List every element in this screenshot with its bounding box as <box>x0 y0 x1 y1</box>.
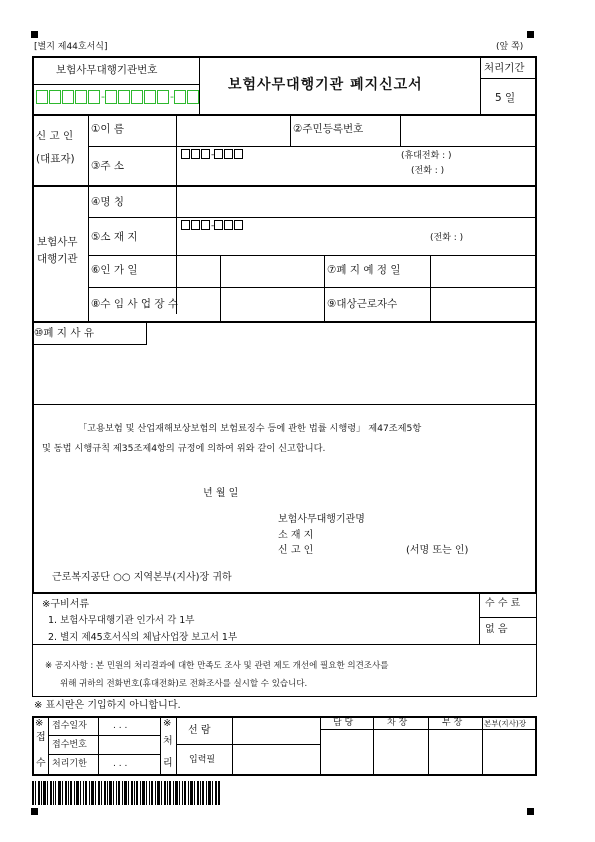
attachments-title: ※구비서류 <box>42 599 90 610</box>
target-workers-field[interactable] <box>432 289 533 319</box>
receipt-no-label: 접수번호 <box>52 740 87 750</box>
mid-mark-3: 리 <box>163 758 173 769</box>
agency-section-label: 보험사무 <box>37 236 78 248</box>
left-mark-3: 수 <box>36 758 46 769</box>
mid-mark-2: 처 <box>163 736 173 747</box>
deadline-label: 처리기한 <box>52 759 87 769</box>
location-postcode[interactable]: - <box>181 220 244 231</box>
commissioned-count-field[interactable] <box>221 289 322 319</box>
left-mark-2: 접 <box>36 732 46 743</box>
agency-section-sub: 대행기관 <box>37 253 78 265</box>
input-label: 입력필 <box>189 755 216 765</box>
reporter-mobile: (휴대전화 : ) <box>401 151 452 161</box>
form-number: [별지 제44호서식] <box>34 42 108 52</box>
registration-mark-bottom-left <box>31 808 38 815</box>
review-label: 선 람 <box>188 725 211 736</box>
deadline-dots: . . . <box>113 759 128 769</box>
role-deputy: 차 장 <box>387 718 408 728</box>
receipt-date-label: 접수일자 <box>52 721 87 731</box>
commissioned-count-label: ⑧수 임 사 업 장 수 <box>91 298 178 310</box>
fee-label: 수 수 료 <box>485 598 521 609</box>
frame-right <box>535 56 537 594</box>
registration-mark-top-left <box>31 31 38 38</box>
agency-phone: (전화 : ) <box>430 233 464 243</box>
role-staff: 담 당 <box>333 718 354 728</box>
declaration-line-2: 및 동법 시행규칙 제35조제4항의 규정에 의하여 위와 같이 신고합니다. <box>42 443 326 454</box>
reporter-phone: (전화 : ) <box>411 166 445 176</box>
role-head: 본부(지사)장 <box>484 719 527 728</box>
planned-close-label: ⑦폐 지 예 정 일 <box>327 264 401 276</box>
signature-agency-label: 보험사무대행기관명 <box>278 514 365 525</box>
agency-number-boxes[interactable]: - - <box>36 90 200 104</box>
date-line: 년 월 일 <box>203 488 239 499</box>
reason-label: ⑩폐 지 사 유 <box>34 327 94 339</box>
addressee: 근로복지공단 ○○ 지역본부(지사)장 귀하 <box>52 572 232 583</box>
role-manager: 부 장 <box>442 718 463 728</box>
rrn-field[interactable] <box>402 116 533 144</box>
receipt-date-dots: . . . <box>113 721 128 731</box>
processing-period-value: 5 일 <box>495 92 516 104</box>
office-use-note: ※ 표시란은 기입하지 아니합니다. <box>34 700 181 711</box>
signature-location-label: 소 재 지 <box>278 530 314 541</box>
address-label: ③주 소 <box>91 160 125 172</box>
location-label: ⑤소 재 지 <box>91 231 138 243</box>
org-name-label: ④명 칭 <box>91 196 125 208</box>
agency-number-label: 보험사무대행기관번호 <box>56 64 158 76</box>
planned-close-field[interactable] <box>432 257 533 285</box>
name-field[interactable] <box>178 116 288 144</box>
signature-note: (서명 또는 인) <box>406 545 469 556</box>
signature-reporter-label: 신 고 인 <box>278 545 314 556</box>
target-workers-label: ⑨대상근로자수 <box>327 298 398 310</box>
notice-line-1: ※ 공지사항 : 본 민원의 처리결과에 대한 만족도 조사 및 관련 제도 개선에 필요한 의견조사를 <box>45 661 389 671</box>
approval-date-field[interactable] <box>221 257 322 285</box>
org-name-field[interactable] <box>178 187 533 215</box>
barcode-image <box>32 781 220 805</box>
registration-mark-bottom-right <box>527 808 534 815</box>
name-label: ①이 름 <box>91 123 125 135</box>
attachment-item-1: 1. 보험사무대행기관 인가서 각 1부 <box>48 615 195 626</box>
attachment-item-2: 2. 별지 제45호서식의 체납사업장 보고서 1부 <box>48 632 238 643</box>
rrn-label: ②주민등록번호 <box>293 123 364 135</box>
declaration-line-1: 「고용보험 및 산업재해보상보험의 보험료징수 등에 관한 법률 시행령」 제47조제5항 <box>78 423 422 434</box>
reason-field[interactable] <box>34 348 533 402</box>
address-postcode[interactable]: - <box>181 149 244 160</box>
left-mark-1: ※ <box>35 718 44 729</box>
form-title: 보험사무대행기관 폐지신고서 <box>228 77 423 93</box>
registration-mark-top-right <box>527 31 534 38</box>
processing-period-label: 처리기간 <box>484 62 525 74</box>
frame-top <box>32 56 537 58</box>
reporter-section-label: 신 고 인 <box>36 130 74 142</box>
fee-value: 없 음 <box>485 624 508 635</box>
approval-date-label: ⑥인 가 일 <box>91 264 138 276</box>
page-side: (앞 쪽) <box>496 42 524 52</box>
mid-mark-1: ※ <box>163 718 172 729</box>
reporter-section-sub: (대표자) <box>36 153 75 165</box>
notice-line-2: 위해 귀하의 전화번호(휴대전화)로 전화조사를 실시할 수 있습니다. <box>60 679 308 689</box>
